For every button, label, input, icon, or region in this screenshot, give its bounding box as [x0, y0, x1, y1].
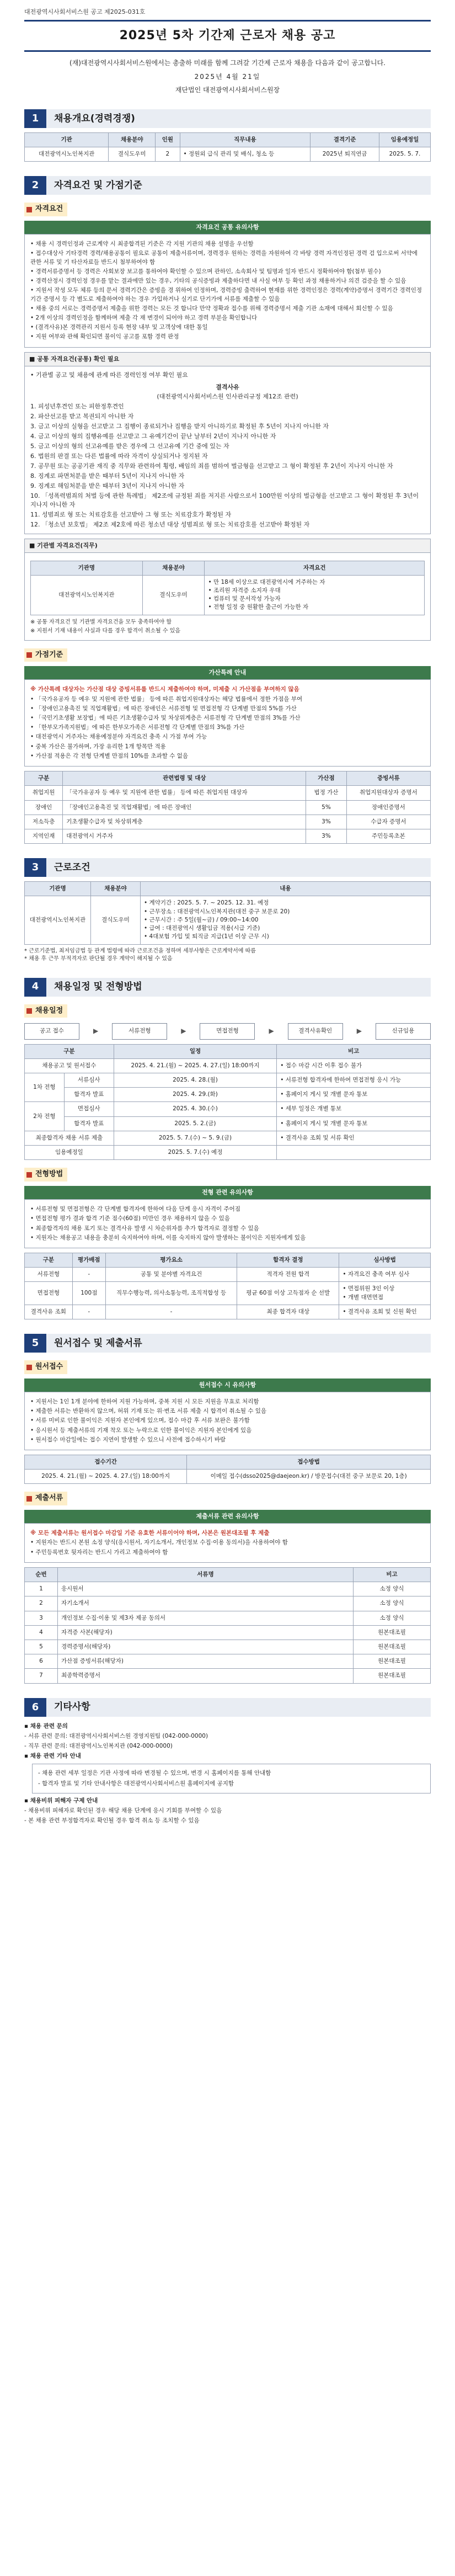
table-cell: 7: [25, 1669, 58, 1683]
job-qualification-table: [30, 561, 425, 615]
table-row: [25, 1625, 431, 1640]
box-header: ■ 기관별 자격요건(직무): [25, 539, 430, 553]
section-application: [24, 1334, 431, 1684]
col-header: 기관명: [25, 882, 91, 896]
table-cell: 이메일 접수(dsso2025@daejeon.kr) / 방문접수(대전 중구 보문로 20, 1층): [187, 1470, 431, 1484]
table-cell: • 만 18세 이상으로 대전광역시에 거주하는 자 • 조리원 자격증 소지자 우대 • 컴퓨터 및 문서작성 가능자 • 전형 일정 중 원활한 출근이 가능한 자: [205, 575, 425, 615]
table-row: [25, 815, 431, 829]
table-row: [31, 575, 425, 615]
bonus-notes: [24, 679, 431, 767]
note-line: • 2개 이상의 경력인정을 함께하며 제출 각 재 변경이 되어야 하고 경력 부분을 확인합니다: [30, 314, 258, 321]
title-bar: [24, 20, 431, 52]
table-row: [25, 786, 431, 800]
section-schedule: [24, 978, 431, 1320]
square-bullet-icon: [26, 652, 32, 658]
disqualification-title: 결격사유: [216, 383, 239, 391]
note-line: • 경력산정시 경력인정 경우를 맡는 결과에만 있는 경우, 기타의 공식증빙과 제출하다면 내 사실 여부 등 확인 과정 채용하거나 의견 검증을 할 수 있음: [30, 278, 406, 285]
schedule-table: [24, 1044, 431, 1161]
table-cell: 4: [25, 1625, 58, 1640]
table-cell: 대전광역시 거주자: [63, 829, 306, 844]
job-qualification-box: [24, 539, 431, 641]
square-bullet-icon: [26, 1008, 32, 1014]
subsection-title: 제출서류: [24, 1492, 67, 1505]
section-header: [24, 858, 431, 877]
process-flow: [24, 1023, 431, 1039]
table-cell: 최종합격자 채용 서류 제출: [25, 1131, 114, 1145]
note-line: • 주민등록번호 뒷자리는 반드시 가리고 제출하여야 함: [30, 1548, 168, 1556]
table-row: [25, 1146, 431, 1160]
table-row: [25, 896, 431, 944]
table-cell: 원본대조필: [354, 1640, 431, 1654]
table-cell: 원본대조필: [354, 1654, 431, 1669]
table-cell: 2: [156, 147, 180, 162]
table-cell: [141, 896, 431, 944]
note-line: • 「장애인고용촉진 및 직업재활법」에 따른 장애인은 서류전형 및 면접전형 각 단계별 만점의 5%를 가산: [30, 705, 297, 712]
notice-header: 제출서류 관련 유의사항: [24, 1510, 431, 1523]
section-title: 채용개요(경력경쟁): [54, 113, 135, 124]
subsection-title: 원서접수: [24, 1360, 67, 1374]
list-item: 9. 징계로 해임처분을 받은 때부터 3년이 지나지 아니한 자: [30, 482, 185, 489]
table-cell: 원본대조필: [354, 1625, 431, 1640]
table-cell: 2025. 4. 21.(월) ~ 2025. 4. 27.(일) 18:00까지: [25, 1470, 187, 1484]
col-header: 심사방법: [339, 1253, 431, 1268]
arrow-right-icon: ▶: [269, 1027, 274, 1035]
note-line: • (결격사유)본 경력관리 지원서 등록 현장 내부 및 고객상에 대한 통일: [30, 324, 208, 331]
notice-header: 자격요건 공통 유의사항: [24, 221, 431, 234]
note-line: ※ 가산특례 대상자는 가산점 대상 증빙서류를 반드시 제출하여야 하며, 미제출 시 가산점을 부여하지 않음: [30, 686, 299, 693]
note-line: • 「국민기초생활 보장법」에 따른 기초생활수급자 및 차상위계층은 서류전형 각 단계별 만점의 3%를 가산: [30, 715, 301, 722]
list-item: 4. 금고 이상의 형의 집행유예를 선고받고 그 유예기간이 끝난 날부터 2년이 지나지 아니한 자: [30, 433, 276, 440]
note-line: ※ 공통 자격요건 및 기관별 자격요건을 모두 충족하여야 함: [30, 619, 172, 625]
note-line: ※ 모든 제출서류는 원서접수 마감일 기준 유효한 서류이어야 하며, 사본은 원본대조필 후 제출: [30, 1530, 270, 1537]
col-header: 가산점: [306, 771, 347, 786]
table-cell: • 세부 일정은 개별 통보: [277, 1102, 431, 1116]
box-header: ■ 공통 자격요건(공통) 확인 필요: [25, 353, 430, 366]
table-row: [25, 1058, 431, 1073]
table-cell: 3: [25, 1611, 58, 1625]
note-line: • 지원자는 채용공고 내용을 충분히 숙지하여야 하며, 이를 숙지하지 않아 발생하는 불이익은 지원자에게 있음: [30, 1234, 306, 1241]
col-header: 기관명: [31, 561, 143, 575]
table-cell: • 정원외 급식 관리 및 배식, 청소 등: [180, 147, 311, 162]
col-header: 자격요건: [205, 561, 425, 575]
etc-line: - 합격자 발표 및 기타 안내사항은 대전광역시사회서비스원 홈페이지에 공지함: [38, 1780, 234, 1787]
note-line: • 응시원서 등 제출서류의 기재 착오 또는 누락으로 인한 불이익은 지원자 본인에게 있음: [30, 1427, 252, 1434]
table-cell: • 서류전형 합격자에 한하여 면접전형 응시 가능: [277, 1073, 431, 1088]
arrow-right-icon: ▶: [93, 1027, 99, 1035]
note-line: • 지원서는 1인 1개 분야에 한하여 지원 가능하며, 중복 지원 시 모든 지원을 무효로 처리함: [30, 1398, 259, 1405]
table-cell: 2025. 4. 29.(화): [114, 1088, 277, 1102]
table-cell: 결식도우미: [91, 896, 141, 944]
etc-line: - 채용 관련 세부 일정은 기관 사정에 따라 변경될 수 있으며, 변경 시 홈페이지를 통해 안내함: [38, 1770, 271, 1777]
col-header: 접수기간: [25, 1455, 187, 1469]
intro-text: (재)대전광역시사회서비스원에서는 총출하 미래를 함께 그려갈 기간제 근로자 채용을 다음과 같이 공고합니다.: [69, 58, 386, 67]
etc-heading: ▪ 채용비위 피해자 구제 안내: [24, 1797, 98, 1804]
section-title: 자격요건 및 가점기준: [54, 180, 142, 191]
note-line: • 「국가유공자 등 예우 및 지원에 관한 법률」 등에 따른 취업지원대상자는 해당 법률에서 정한 가점을 부여: [30, 695, 303, 702]
col-header: 채용분야: [91, 882, 141, 896]
table-cell: 5: [25, 1640, 58, 1654]
table-cell: 합격자 발표: [64, 1088, 114, 1102]
table-cell: 2025. 4. 21.(월) ~ 2025. 4. 27.(일) 18:00까지: [114, 1058, 277, 1073]
method-notes: [24, 1199, 431, 1248]
table-cell: 개인정보 수집·이용 및 제3자 제공 동의서: [58, 1611, 354, 1625]
list-item: 6. 법원의 판결 또는 다른 법률에 따라 자격이 상실되거나 정지된 자: [30, 453, 208, 460]
table-cell: • 접수 마감 시간 이후 접수 불가: [277, 1058, 431, 1073]
note-line: ※ 지원서 기재 내용이 사실과 다를 경우 합격이 취소될 수 있음: [30, 628, 181, 635]
col-header: 평가요소: [105, 1253, 237, 1268]
col-header: 구분: [25, 1044, 114, 1058]
table-cell: 지역인재: [25, 829, 63, 844]
etc-line: - 채용비위 피해자로 확인된 경우 해당 채용 단계에 응시 기회를 부여할 수 있음: [24, 1807, 222, 1814]
note-line: • 지원자는 반드시 본원 소정 양식(응시원서, 자기소개서, 개인정보 수집·이용 동의서)을 사용하여야 함: [30, 1539, 288, 1546]
table-cell: 합격자 발표: [64, 1116, 114, 1131]
table-row: [25, 1596, 431, 1611]
table-cell: 소정 양식: [354, 1582, 431, 1596]
table-cell: 1차 전형: [25, 1073, 65, 1102]
table-row: [25, 1073, 431, 1088]
table-cell: • 결격사유 조회 및 서류 확인: [277, 1131, 431, 1145]
notice-header: 가산특례 안내: [24, 666, 431, 679]
table-cell: 2025. 4. 30.(수): [114, 1102, 277, 1116]
table-cell: 2025. 5. 2.(금): [114, 1116, 277, 1131]
table-cell: 2025년 퇴직연금: [311, 147, 379, 162]
page-title: 2025년 5차 기간제 근로자 채용 공고: [119, 28, 336, 42]
table-cell: 직무수행능력, 의사소통능력, 조직적합성 등: [105, 1282, 237, 1305]
flow-step: 서류전형: [112, 1023, 167, 1039]
table-row: [25, 1611, 431, 1625]
col-header: 순번: [25, 1567, 58, 1582]
list-item: • 4대보험 가입 및 퇴직금 지급(1년 이상 근무 시): [144, 933, 269, 940]
table-cell: • 홈페이지 게시 및 개별 문자 통보: [277, 1116, 431, 1131]
application-table: [24, 1455, 431, 1484]
table-row: [25, 1640, 431, 1654]
col-header: 일정: [114, 1044, 277, 1058]
table-cell: 가산점 증빙서류(해당자): [58, 1654, 354, 1669]
table-cell: -: [72, 1268, 105, 1282]
application-notes: [24, 1392, 431, 1450]
table-cell: 2차 전형: [25, 1102, 65, 1131]
table-cell: 면접전형: [25, 1282, 73, 1305]
table-cell: 「장애인고용촉진 및 직업재활법」에 따른 장애인: [63, 800, 306, 815]
subsection-title: 채용일정: [24, 1004, 67, 1018]
table-cell: 결식도우미: [109, 147, 156, 162]
col-header: 증빙서류: [346, 771, 430, 786]
table-cell: 자기소개서: [58, 1596, 354, 1611]
table-cell: 저소득층: [25, 815, 63, 829]
table-cell: [277, 1146, 431, 1160]
bonus-table: [24, 771, 431, 844]
col-header: 채용분야: [142, 561, 205, 575]
section-header: [24, 978, 431, 997]
note-line: • 원서접수 마감일에는 접수 지연이 발생할 수 있으니 사전에 접수하시기 바람: [30, 1436, 226, 1443]
section-overview: [24, 109, 431, 162]
table-cell: 서류전형: [25, 1268, 73, 1282]
note-line: • 중복 가산은 불가하며, 가장 유리한 1개 항목만 적용: [30, 743, 166, 750]
table-cell: 수급자 증명서: [346, 815, 430, 829]
table-cell: 임용예정일: [25, 1146, 114, 1160]
table-row: [25, 1669, 431, 1683]
list-item: 11. 성범죄로 형 또는 치료감호를 선고받아 그 형 또는 치료감호가 확정된 자: [30, 510, 232, 518]
section-header: [24, 109, 431, 128]
col-header: 서류명: [58, 1567, 354, 1582]
note-line: • 서류 미비로 인한 불이익은 지원자 본인에게 있으며, 접수 마감 후 서류 보완은 불가함: [30, 1417, 250, 1424]
square-bullet-icon: [26, 1172, 32, 1178]
table-cell: 100점: [72, 1282, 105, 1305]
col-header: 비고: [277, 1044, 431, 1058]
table-row: [25, 1654, 431, 1669]
section-number: 6: [24, 1698, 46, 1717]
etc-line: - 본 채용 관련 부정합격자로 확인될 경우 합격 취소 등 조치할 수 있음: [24, 1817, 200, 1824]
col-header: 직무내용: [180, 133, 311, 147]
section-number: 5: [24, 1334, 46, 1353]
overview-table: [24, 132, 431, 162]
table-cell: 자격증 사본(해당자): [58, 1625, 354, 1640]
table-cell: 1: [25, 1582, 58, 1596]
col-header: 관련법령 및 대상: [63, 771, 306, 786]
section-title: 근로조건: [54, 861, 90, 873]
subsection-title: 전형방법: [24, 1168, 67, 1181]
table-cell: -: [105, 1305, 237, 1319]
table-row: [25, 147, 431, 162]
table-cell: 3%: [306, 815, 347, 829]
notice-header: 전형 관련 유의사항: [24, 1186, 431, 1199]
flow-step: 신규임용: [376, 1023, 431, 1039]
note-line: • 채용 중의 서로는 경력증명서 제출을 위한 경력는 모든 것 합니다 만약 정확과 접수를 위해 경력증명서 제출 기관 소재에 대해서 회신할 수 있음: [30, 305, 393, 312]
section-work-conditions: [24, 858, 431, 963]
table-cell: 소정 양식: [354, 1596, 431, 1611]
table-cell: 2025. 4. 28.(월): [114, 1073, 277, 1088]
document-number: 대전광역시사회서비스원 공고 제2025-031호: [24, 8, 146, 15]
table-cell: 장애인증명서: [346, 800, 430, 815]
col-header: 임용예정일: [379, 133, 431, 147]
table-cell: 최종학력증명서: [58, 1669, 354, 1683]
table-cell: 3%: [306, 829, 347, 844]
issuing-org: 재단법인 대전광역시사회서비스원장: [175, 86, 280, 94]
table-cell: 적격자 전원 합격: [237, 1268, 339, 1282]
section-etc: [24, 1698, 431, 1825]
section-number: 3: [24, 858, 46, 877]
section-number: 1: [24, 109, 46, 128]
table-row: [25, 1582, 431, 1596]
table-row: [25, 1102, 431, 1116]
note-line: • 대전광역시 거주자는 채용예정분야 자격요건 충족 시 가점 부여 가능: [30, 733, 207, 741]
flow-step: 결격사유확인: [288, 1023, 343, 1039]
note-line: • 면접전형 평가 결과 합격 기준 점수(60점) 미만인 경우 채용하지 않을 수 있음: [30, 1215, 230, 1222]
arrow-right-icon: ▶: [181, 1027, 186, 1035]
table-cell: 채용공고 및 원서접수: [25, 1058, 114, 1073]
table-row: [25, 1268, 431, 1282]
table-cell: 서류심사: [64, 1073, 114, 1088]
col-header: 채용분야: [109, 133, 156, 147]
list-item: 5. 금고 이상의 형의 선고유예를 받은 경우에 그 선고유예 기간 중에 있는 자: [30, 443, 229, 450]
list-item: • 근무장소 : 대전광역시노인복지관(대전 중구 보문로 20): [144, 908, 290, 915]
table-cell: 2: [25, 1596, 58, 1611]
table-cell: 「국가유공자 등 예우 및 지원에 관한 법률」 등에 따른 취업지원 대상자: [63, 786, 306, 800]
documents-notes: [24, 1523, 431, 1563]
section-qualification: [24, 176, 431, 844]
table-cell: 2025. 5. 7.(수) 예정: [114, 1146, 277, 1160]
table-cell: 주민등록초본: [346, 829, 430, 844]
flow-step: 공고 접수: [24, 1023, 79, 1039]
etc-notes: [24, 1722, 431, 1825]
col-header: 비고: [354, 1567, 431, 1582]
table-cell: 평균 60점 이상 고득점자 순 선발: [237, 1282, 339, 1305]
section-title: 원서접수 및 제출서류: [54, 1337, 142, 1349]
disqualification-subtitle: (대전광역시사회서비스원 인사관리규정 제12조 관련): [157, 393, 298, 401]
documents-table: [24, 1567, 431, 1684]
list-item: • 근무시간 : 주 5일(월~금) / 09:00~14:00: [144, 916, 259, 923]
table-cell: • 자격요건 충족 여부 심사: [339, 1268, 431, 1282]
table-row: [25, 829, 431, 844]
table-cell: 법정 가산: [306, 786, 347, 800]
table-row: [25, 1131, 431, 1145]
notice-header: 원서접수 시 유의사항: [24, 1379, 431, 1392]
col-header: 구분: [25, 771, 63, 786]
col-header: 내용: [141, 882, 431, 896]
table-cell: 응시원서: [58, 1582, 354, 1596]
table-row: [25, 1116, 431, 1131]
list-item: 3. 금고 이상의 실형을 선고받고 그 집행이 종료되거나 집행을 받지 아니하기로 확정된 후 5년이 지나지 아니한 자: [30, 423, 329, 430]
method-table: [24, 1253, 431, 1319]
table-cell: 대전광역시노인복지관: [25, 896, 91, 944]
table-cell: • 홈페이지 게시 및 개별 문자 통보: [277, 1088, 431, 1102]
note-line: • 접수대상사 기타경력 경력/채용공통이 필요로 공통이 제출서류이며, 경력경우 원하는 경력을 자원하여 각 바탕 경력 자격인정된 경력 검 입으로써 서약에 관한 서류 및 기 타산자료들 반드시 첨부하여야 함: [30, 250, 418, 265]
qualification-notes: [24, 234, 431, 347]
table-cell: 결격사유 조회: [25, 1305, 73, 1319]
list-item: 7. 공무원 또는 공공기관 재직 중 직무와 관련하여 횡령, 배임의 죄를 범하여 벌금형을 선고받고 그 형이 확정된 후 2년이 지나지 아니한 자: [30, 462, 393, 470]
note-line: * 근로기준법, 최저임금법 등 관계 법령에 따라 근로조건을 정하며 세부사항은 근로계약서에 따름: [24, 948, 256, 954]
disqualification-box: [24, 352, 431, 534]
table-cell: • 면접위원 3인 이상 • 개별 대면면접: [339, 1282, 431, 1305]
note-line: • 경력서류증명서 등 경력은 사회보장 보고를 통하여야 확인할 수 있으며 관하인, 소속회사 및 팀명과 일자 반드시 정확하여야 함(첨부 필수): [30, 268, 381, 275]
subsection-title: 가점기준: [24, 648, 67, 662]
list-item: 1. 피성년후견인 또는 피한정후견인: [30, 403, 124, 411]
note-line: • 가산점 적용은 각 전형 단계별 만점의 10%를 초과할 수 없음: [30, 752, 189, 759]
section-header: [24, 1698, 431, 1717]
notice-date: 2025년 4월 21일: [194, 73, 261, 81]
table-cell: 최종 합격자 대상: [237, 1305, 339, 1319]
table-cell: 공통 및 분야별 자격요건: [105, 1268, 237, 1282]
col-header: 인원: [156, 133, 180, 147]
square-bullet-icon: [26, 1365, 32, 1370]
col-header: 기관: [25, 133, 109, 147]
table-cell: 장애인: [25, 800, 63, 815]
col-header: 평가배점: [72, 1253, 105, 1268]
table-cell: 6: [25, 1654, 58, 1669]
col-header: 결격기준: [311, 133, 379, 147]
col-header: 구분: [25, 1253, 73, 1268]
section-header: [24, 1334, 431, 1353]
etc-heading: ▪ 채용 관련 기타 안내: [24, 1753, 81, 1760]
table-cell: 경력증명서(해당자): [58, 1640, 354, 1654]
table-cell: 취업지원대상자 증명서: [346, 786, 430, 800]
etc-inner-box: [32, 1764, 431, 1793]
table-cell: 기초생활수급자 및 차상위계층: [63, 815, 306, 829]
etc-heading: ▪ 채용 관련 문의: [24, 1722, 68, 1729]
list-item: 2. 파산선고를 받고 복권되지 아니한 자: [30, 413, 134, 421]
square-bullet-icon: [26, 1496, 32, 1502]
note-line: • 지원서 작성 모두 체류 등의 문서 경력기간은 증빙을 경 위하여 인정하며, 경력증빙 출력하여 현재를 위한 경력인정은 경력(계약)증명서 경력기간 경력인정기간 증명서 등 각 별도로 제출하여야 하는 경우 가입하거나 실기로 단기가에 서류를 제출할 수 있음: [30, 287, 422, 302]
table-cell: 대전광역시노인복지관: [25, 147, 109, 162]
note-line: • 최종합격자의 채용 포기 또는 결격사유 발생 시 차순위자를 추가 합격자로 결정할 수 있음: [30, 1225, 259, 1232]
section-title: 채용일정 및 전형방법: [54, 981, 142, 993]
list-item: 10. 「성폭력범죄의 처벌 등에 관한 특례법」 제2조에 규정된 죄를 저지른 사람으로서 100만원 이상의 벌금형을 선고받고 그 형이 확정된 후 3년이 지나지 아니한 자: [30, 492, 419, 508]
square-bullet-icon: [26, 207, 32, 212]
table-cell: • 결격사유 조회 및 신원 확인: [339, 1305, 431, 1319]
list-item: • 급여 : 대전광역시 생활임금 적용(시급 기준): [144, 925, 260, 932]
list-item: 8. 징계로 파면처분을 받은 때부터 5년이 지나지 아니한 자: [30, 472, 185, 480]
table-row: [25, 1088, 431, 1102]
note-line: • 채용 시 경력인정과 근로계약 시 최종합격된 기준은 각 지원 기관의 채용 설명을 우선함: [30, 241, 254, 248]
table-cell: 2025. 5. 7.: [379, 147, 431, 162]
subsection-title: 자격요건: [24, 203, 67, 216]
section-header: [24, 176, 431, 195]
list-item: 12. 「청소년 보호법」 제2조 제2호에 따른 청소년 대상 성범죄로 형 또는 치료감호를 선고받아 확정된 자: [30, 520, 310, 528]
section-number: 4: [24, 978, 46, 997]
etc-line: - 서류 관련 문의: 대전광역시사회서비스원 경영지원팀 (042-000-0000): [24, 1732, 208, 1739]
note-line: • 기관별 공고 및 채용에 관계 따른 경력인정 여부 확인 필요: [30, 371, 188, 379]
table-cell: -: [72, 1305, 105, 1319]
col-header: 합격자 결정: [237, 1253, 339, 1268]
table-row: [25, 1282, 431, 1305]
list-item: • 계약기간 : 2025. 5. 7. ~ 2025. 12. 31. 예정: [144, 900, 269, 907]
arrow-right-icon: ▶: [356, 1027, 362, 1035]
note-line: • 서류전형 및 면접전형은 각 단계별 합격자에 한하여 다음 단계 응시 자격이 주어짐: [30, 1206, 240, 1213]
note-line: * 채용 후 근무 부적격자로 판단될 경우 계약이 해지될 수 있음: [24, 956, 173, 962]
work-conditions-table: [24, 881, 431, 944]
section-number: 2: [24, 176, 46, 195]
etc-line: - 직무 관련 문의: 대전광역시노인복지관 (042-000-0000): [24, 1743, 173, 1750]
table-row: [25, 1470, 431, 1484]
col-header: 접수방법: [187, 1455, 431, 1469]
note-line: • 제출한 서류는 반환하지 않으며, 허위 기재 또는 위·변조 서류 제출 시 합격이 취소될 수 있음: [30, 1408, 267, 1415]
section-title: 기타사항: [54, 1701, 90, 1713]
table-cell: 소정 양식: [354, 1611, 431, 1625]
table-cell: 대전광역시노인복지관: [31, 575, 143, 615]
table-cell: 5%: [306, 800, 347, 815]
note-line: • 지원 여부와 관해 확인되면 불이익 공고를 포함 경력 판정: [30, 333, 179, 340]
note-line: • 「한부모가족지원법」에 따른 한부모가족은 서류전형 각 단계별 만점의 3%를 가산: [30, 724, 245, 731]
table-cell: 면접심사: [64, 1102, 114, 1116]
table-cell: 취업지원: [25, 786, 63, 800]
table-cell: 원본대조필: [354, 1669, 431, 1683]
table-row: [25, 800, 431, 815]
flow-step: 면접전형: [200, 1023, 255, 1039]
table-cell: 2025. 5. 7.(수) ~ 5. 9.(금): [114, 1131, 277, 1145]
table-cell: 결식도우미: [142, 575, 205, 615]
table-row: [25, 1305, 431, 1319]
